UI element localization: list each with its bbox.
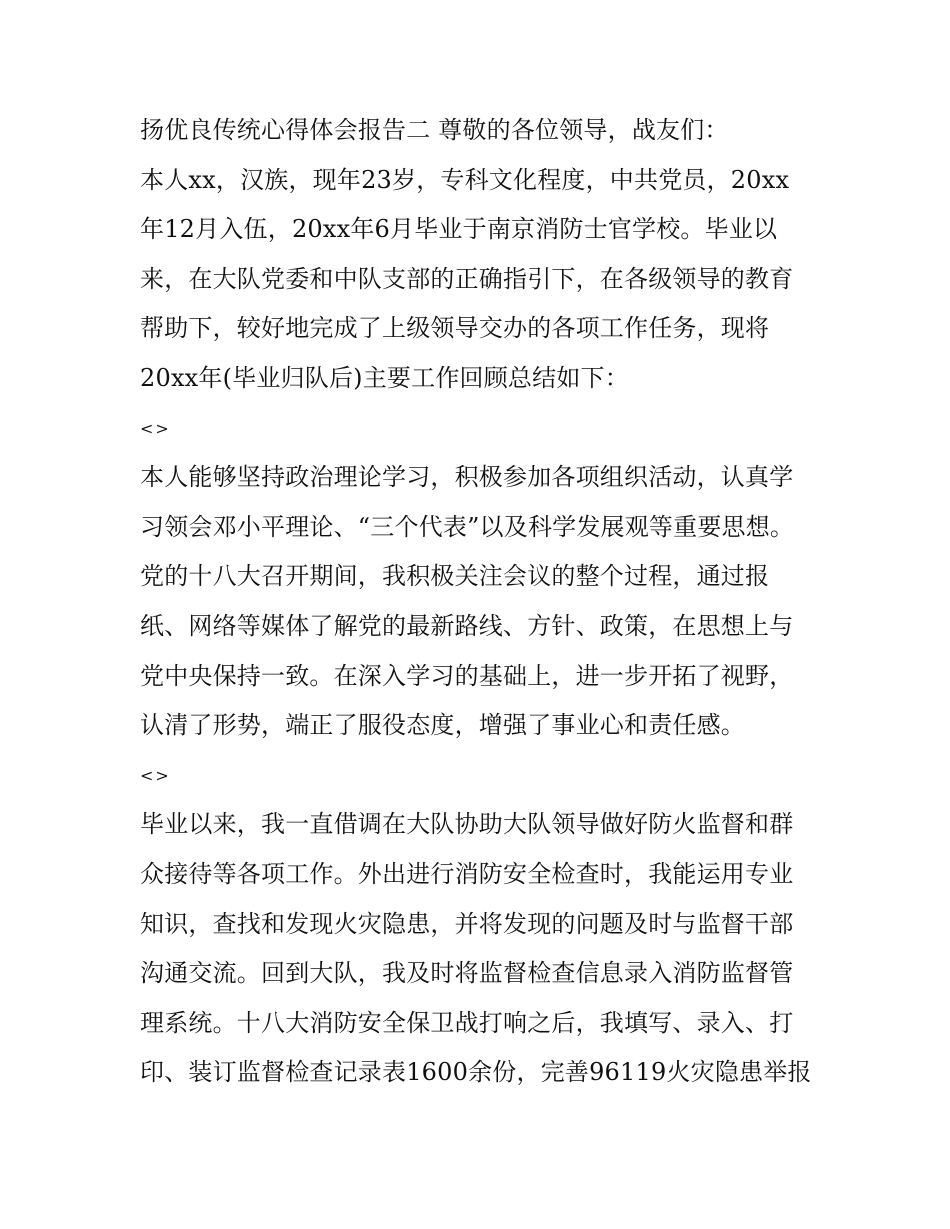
section-marker: <> [140,765,171,785]
text-line: 众接待等各项工作。外出进行消防安全检查时，我能运用专业 [140,859,794,888]
text-line: 印、装订监督检查记录表1600余份，完善96119火灾隐患举报 [140,1058,812,1087]
section-marker: <> [140,418,171,438]
text-line: 本人xx，汉族，现年23岁，专科文化程度，中共党员，20xx [140,165,790,194]
text-line: 毕业以来，我一直借调在大队协助大队领导做好防火监督和群 [140,810,794,839]
text-line: 帮助下，较好地完成了上级领导交办的各项工作任务，现将 [140,314,770,343]
text-line-title: 扬优良传统心得体会报告二 尊敬的各位领导，战友们： [140,116,729,144]
text-line: 习领会邓小平理论、“三个代表”以及科学发展观等重要思想。 [140,512,795,541]
text-line: 20xx年(毕业归队后)主要工作回顾总结如下： [140,363,629,392]
text-line: 理系统。十八大消防安全保卫战打响之后，我填写、录入、打 [140,1008,794,1037]
text-line: 本人能够坚持政治理论学习，积极参加各项组织活动，认真学 [140,463,794,492]
text-line: 知识，查找和发现火灾隐患，并将发现的问题及时与监督干部 [140,909,794,938]
text-line: 党的十八大召开期间，我积极关注会议的整个过程，通过报 [140,562,770,591]
text-line: 党中央保持一致。在深入学习的基础上，进一步开拓了视野， [140,661,794,690]
text-line: 纸、网络等媒体了解党的最新路线、方针、政策，在思想上与 [140,611,794,640]
text-line: 年12月入伍，20xx年6月毕业于南京消防士官学校。毕业以 [140,215,778,244]
text-line: 认清了形势，端正了服役态度，增强了事业心和责任感。 [140,711,745,740]
text-line: 沟通交流。回到大队，我及时将监督检查信息录入消防监督管 [140,959,794,988]
document-body [140,106,820,1098]
text-line: 来，在大队党委和中队支部的正确指引下，在各级领导的教育 [140,264,794,293]
